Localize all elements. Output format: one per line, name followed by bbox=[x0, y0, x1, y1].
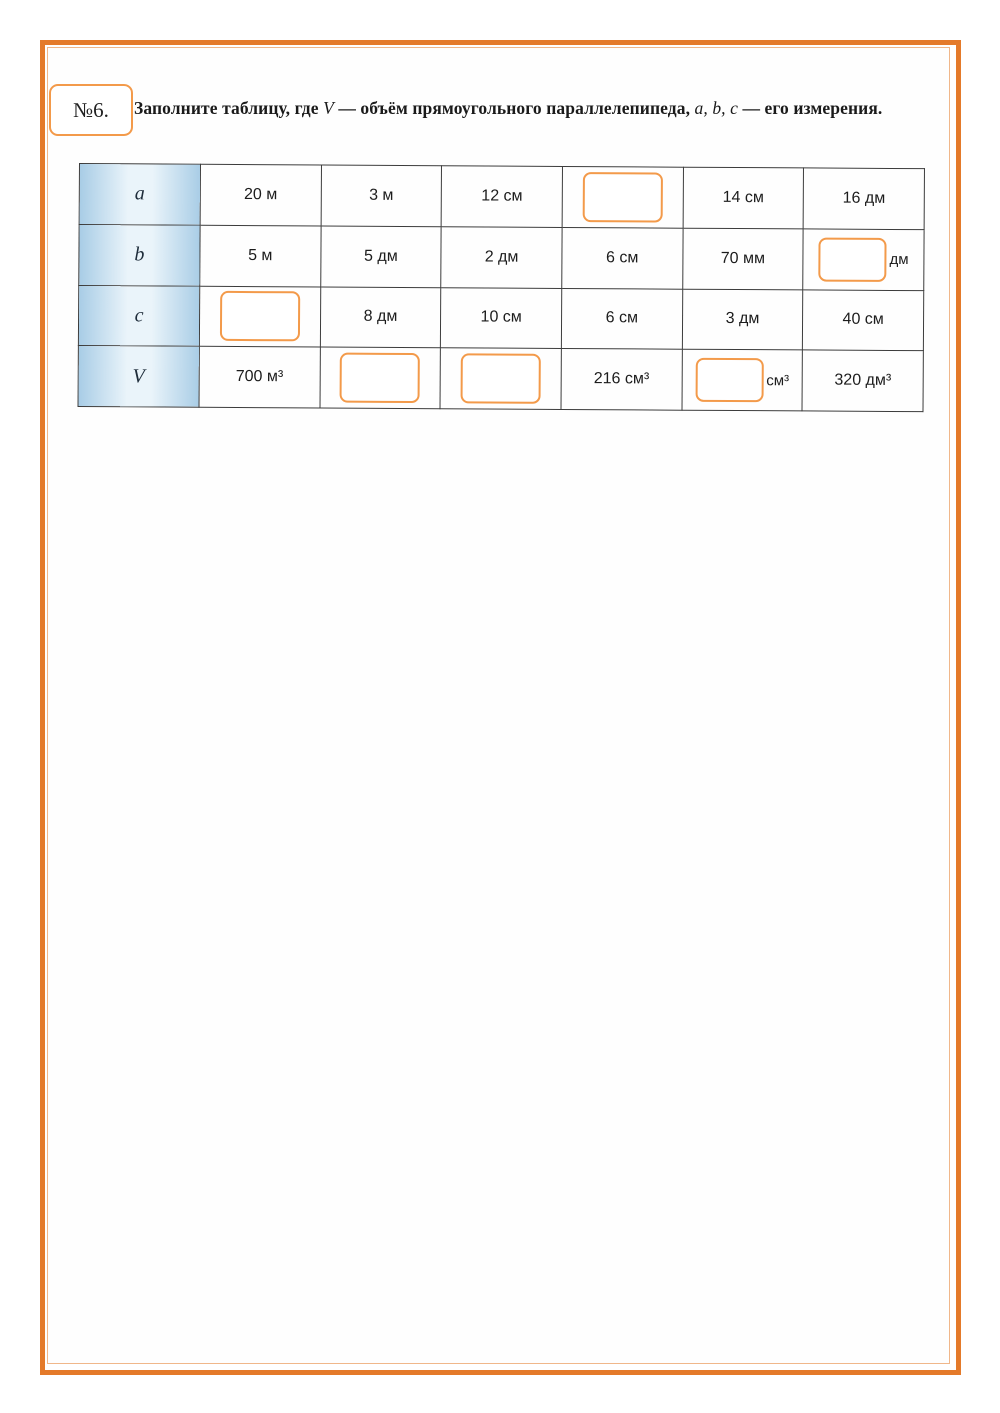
cell-a-4 bbox=[562, 166, 683, 227]
row-header-c: c bbox=[78, 285, 199, 346]
answer-input-v-2[interactable] bbox=[340, 353, 420, 403]
cell-a-1: 20 м bbox=[200, 164, 321, 225]
table-row-v bbox=[78, 346, 923, 412]
cell-v-5 bbox=[682, 349, 803, 410]
answer-input-c-1[interactable] bbox=[220, 291, 300, 341]
cell-v-3 bbox=[440, 348, 561, 409]
task-instruction bbox=[134, 98, 934, 119]
cell-a-6: 16 дм bbox=[803, 168, 924, 229]
dimensions-table bbox=[78, 163, 925, 412]
answer-input-a-4[interactable] bbox=[582, 172, 662, 222]
instruction-text-3: — его измерения. bbox=[737, 98, 883, 118]
cell-c-3: 10 см bbox=[441, 287, 562, 348]
cell-a-3: 12 см bbox=[441, 166, 562, 227]
cell-c-2: 8 дм bbox=[320, 286, 441, 347]
cell-v-1: 700 м³ bbox=[199, 346, 320, 407]
answer-input-b-6[interactable] bbox=[818, 237, 886, 281]
cell-b-2: 5 дм bbox=[320, 226, 441, 287]
cell-v-6: 320 дм³ bbox=[802, 350, 923, 411]
cell-b-6 bbox=[803, 229, 924, 290]
cell-v-2 bbox=[320, 347, 441, 408]
cell-b-1: 5 м bbox=[200, 225, 321, 286]
answer-input-v-3[interactable] bbox=[461, 353, 541, 403]
row-header-v: V bbox=[78, 346, 199, 407]
table-row-c bbox=[78, 285, 923, 351]
table-row-b bbox=[79, 224, 924, 290]
variables-abc: a, b, c bbox=[694, 98, 738, 118]
unit-label-cm3: см³ bbox=[766, 371, 790, 389]
row-header-a: a bbox=[79, 164, 200, 225]
cell-c-6: 40 см bbox=[803, 289, 924, 350]
row-header-b: b bbox=[79, 224, 200, 285]
cell-b-3: 2 дм bbox=[441, 226, 562, 287]
unit-label-dm: дм bbox=[889, 251, 909, 269]
cell-b-5: 70 мм bbox=[682, 228, 803, 289]
cell-c-4: 6 см bbox=[561, 288, 682, 349]
cell-a-2: 3 м bbox=[321, 165, 442, 226]
instruction-text-1: Заполните таблицу, где bbox=[134, 98, 324, 118]
variable-v: V bbox=[323, 98, 334, 118]
instruction-text-2: — объём прямоугольного параллелепипеда, bbox=[333, 98, 695, 118]
table-row-a bbox=[79, 164, 924, 230]
cell-v-4: 216 см³ bbox=[561, 349, 682, 410]
answer-input-v-5[interactable] bbox=[695, 358, 763, 402]
cell-a-5: 14 см bbox=[683, 167, 804, 228]
task-number-badge: №6. bbox=[49, 84, 133, 136]
cell-c-1 bbox=[199, 286, 320, 347]
cell-b-4: 6 см bbox=[562, 227, 683, 288]
cell-c-5: 3 дм bbox=[682, 289, 803, 350]
